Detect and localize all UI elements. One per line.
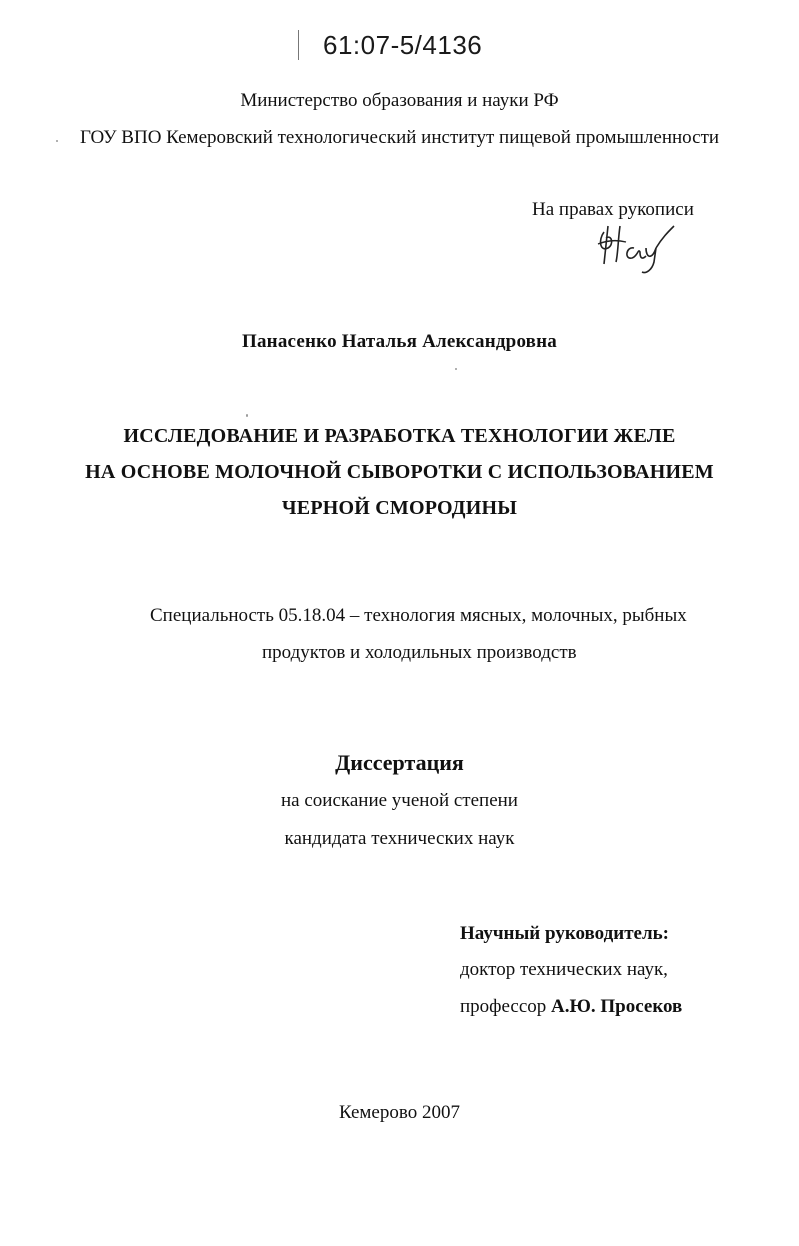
thesis-title-line: ЧЕРНОЙ СМОРОДИНЫ xyxy=(281,497,518,519)
institute-line: ГОУ ВПО Кемеровский технологический институт пищевой промышленности xyxy=(79,127,720,148)
scan-speck xyxy=(455,368,457,370)
author-signature xyxy=(594,218,678,276)
scan-mark xyxy=(298,30,299,60)
specialty-line: Специальность 05.18.04 – технология мясных, молочных, рыбных xyxy=(150,605,687,626)
advisor-name-line xyxy=(460,996,682,1018)
document-type-heading: Диссертация xyxy=(335,750,464,775)
thesis-title-line: НА ОСНОВЕ МОЛОЧНОЙ СЫВОРОТКИ С ИСПОЛЬЗОВАНИЕМ xyxy=(85,461,714,483)
thesis-title-line: ИССЛЕДОВАНИЕ И РАЗРАБОТКА ТЕХНОЛОГИИ ЖЕЛЕ xyxy=(123,425,676,447)
author-name: Панасенко Наталья Александровна xyxy=(242,331,557,352)
specialty-line: продуктов и холодильных производств xyxy=(262,642,577,663)
scan-speck xyxy=(246,414,248,417)
advisor-name: А.Ю. Просеков xyxy=(551,996,683,1017)
advisor-degree: доктор технических наук, xyxy=(460,959,668,980)
scan-speck xyxy=(56,140,58,142)
advisor-title: профессор xyxy=(460,996,547,1017)
advisor-heading: Научный руководитель: xyxy=(460,923,669,944)
city-year: Кемерово 2007 xyxy=(339,1102,460,1123)
degree-line: на соискание ученой степени xyxy=(281,790,518,811)
ministry-line: Министерство образования и науки РФ xyxy=(240,90,559,111)
manuscript-note: На правах рукописи xyxy=(532,199,694,220)
degree-line: кандидата технических наук xyxy=(284,828,515,849)
registration-stamp: 61:07-5/4136 xyxy=(323,30,483,60)
